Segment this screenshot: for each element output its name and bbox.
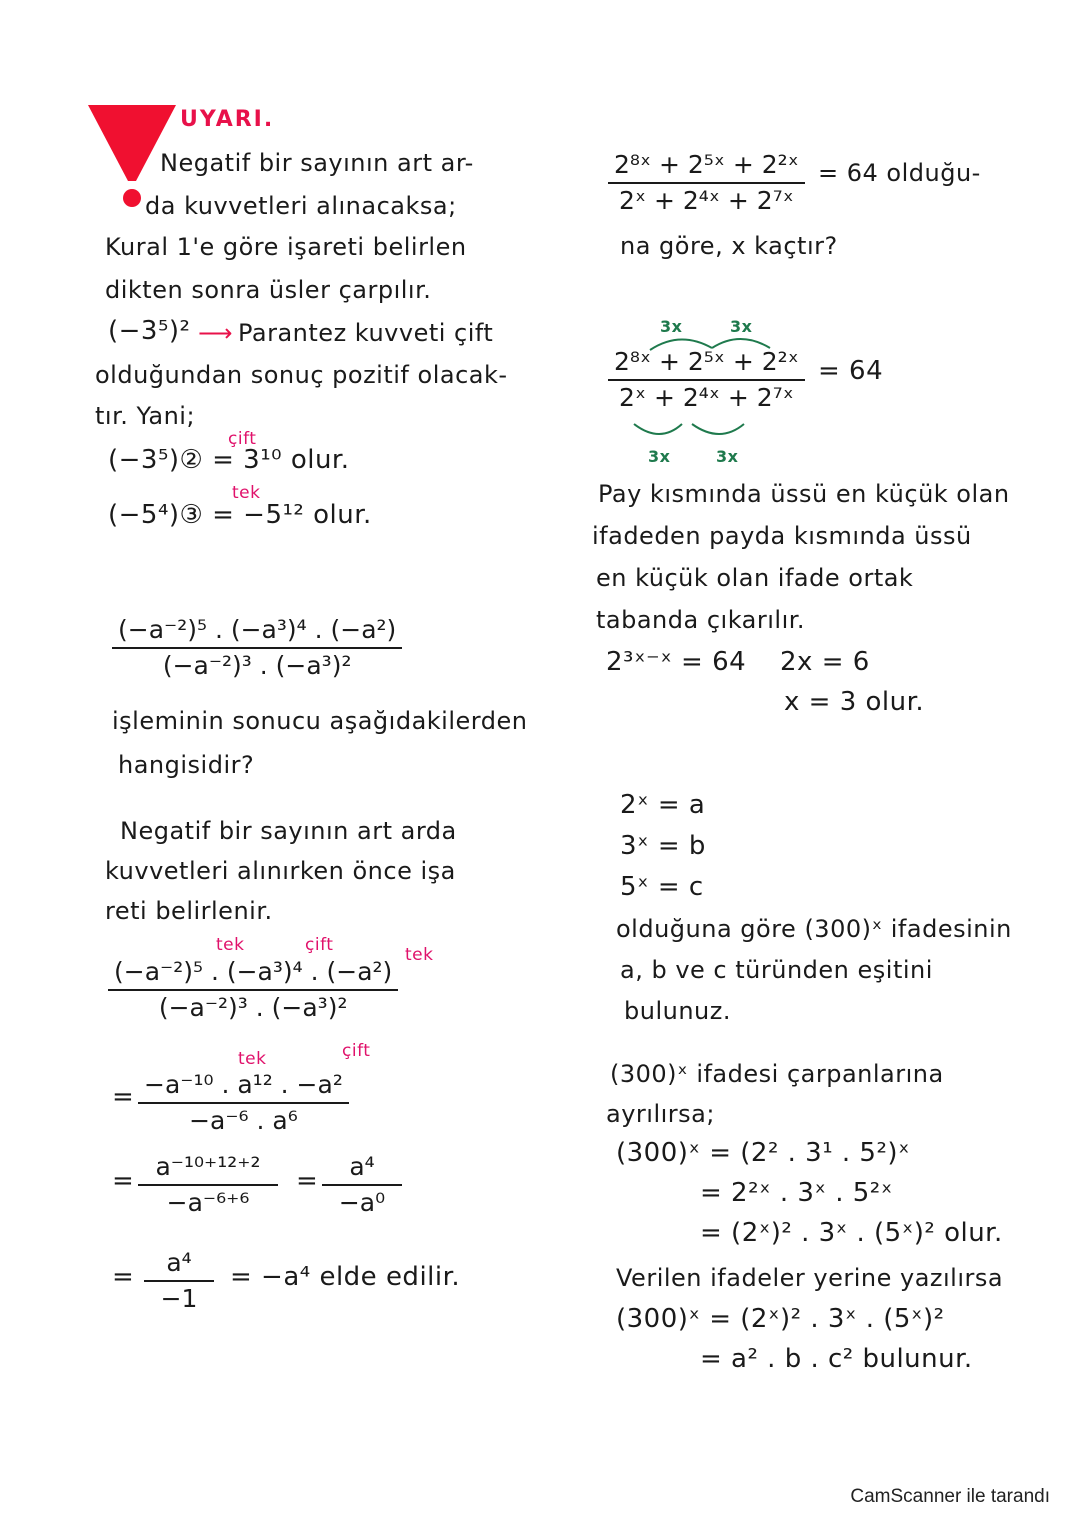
- tag-cift-b: çift: [342, 1041, 371, 1061]
- step2b-fraction: [322, 1150, 402, 1220]
- step2b-numerator: a⁴: [349, 1152, 375, 1181]
- problem2-explanation-4: tabanda çıkarılır.: [596, 606, 806, 634]
- example-2: (−5⁴)③ = −5¹² olur.: [108, 500, 372, 530]
- problem1-explanation-2: kuvvetleri alınırken önce işa: [105, 857, 456, 885]
- problem3-substitution-note: Verilen ifadeler yerine yazılırsa: [616, 1264, 1004, 1292]
- problem1-fraction: [112, 613, 402, 683]
- example-continuation: olduğundan sonuç pozitif olacak-: [95, 361, 508, 389]
- problem3-step-3: = (2ˣ)² . 3ˣ . (5ˣ)² olur.: [700, 1218, 1003, 1248]
- problem2-solve-1: 2³ˣ⁻ˣ = 64: [606, 647, 747, 677]
- problem1-annotated-fraction: [108, 955, 398, 1025]
- problem2-eq-right: = 64: [818, 356, 884, 386]
- equals-sign: =: [112, 1082, 135, 1112]
- warning-line-1: Negatif bir sayının art ar-: [160, 149, 474, 177]
- tag-tek-1: tek: [232, 483, 261, 503]
- problem3-explanation-1: (300)ˣ ifadesi çarpanlarına: [610, 1060, 944, 1088]
- step1-denominator: −a⁻⁶ . a⁶: [189, 1106, 298, 1135]
- problem2-numerator: 2⁸ˣ + 2⁵ˣ + 2²ˣ: [614, 150, 799, 179]
- problem1-question-2: hangisidir?: [118, 751, 255, 779]
- annotated-denominator: (−a⁻²)³ . (−a³)²: [158, 993, 348, 1022]
- problem2-solve-2: 2x = 6: [780, 647, 870, 677]
- problem3-explanation-2: ayrılırsa;: [606, 1100, 715, 1128]
- problem1-explanation-1: Negatif bir sayının art arda: [120, 817, 457, 845]
- step3-result: = −a⁴ elde edilir.: [230, 1262, 461, 1292]
- annotated-numerator: 2⁸ˣ + 2⁵ˣ + 2²ˣ: [614, 347, 799, 376]
- equals-sign: =: [112, 1166, 135, 1196]
- step3-denominator: −1: [160, 1284, 198, 1313]
- problem2-annotated-fraction: [608, 345, 805, 415]
- tag-cift-a: çift: [305, 935, 334, 955]
- problem1-numerator: (−a⁻²)⁵ . (−a³)⁴ . (−a²): [118, 615, 397, 644]
- step3-fraction: [144, 1246, 214, 1316]
- step2-denominator: −a⁻⁶⁺⁶: [166, 1188, 250, 1217]
- warning-title: UYARI.: [180, 107, 275, 132]
- arrow-label-top-1: 3x: [660, 317, 683, 336]
- problem2-fraction: [608, 148, 805, 218]
- problem1-question-1: işleminin sonucu aşağıdakilerden: [112, 707, 528, 735]
- warning-line-4: dikten sonra üsler çarpılır.: [105, 276, 432, 304]
- problem2-equals: = 64 olduğu-: [818, 159, 981, 187]
- step2-numerator: a⁻¹⁰⁺¹²⁺²: [155, 1152, 261, 1181]
- example-expression: (−3⁵)²: [108, 316, 191, 346]
- given-2: 3ˣ = b: [620, 831, 706, 861]
- arrow-label-top-2: 3x: [730, 317, 753, 336]
- problem1-denominator: (−a⁻²)³ . (−a³)²: [162, 651, 352, 680]
- tag-cift-1: çift: [228, 429, 257, 449]
- step3-numerator: a⁴: [166, 1248, 192, 1277]
- scanner-watermark: CamScanner ile tarandı: [850, 1486, 1050, 1507]
- problem3-step-1: (300)ˣ = (2² . 3¹ . 5²)ˣ: [616, 1138, 911, 1168]
- example-note: Parantez kuvveti çift: [238, 319, 494, 347]
- problem3-question-1: olduğuna göre (300)ˣ ifadesinin: [616, 915, 1012, 943]
- step1-numerator: −a⁻¹⁰ . a¹² . −a²: [144, 1070, 343, 1099]
- problem2-explanation-3: en küçük olan ifade ortak: [596, 564, 914, 592]
- tag-tek-c: tek: [238, 1049, 267, 1069]
- annotated-denominator: 2ˣ + 2⁴ˣ + 2⁷ˣ: [619, 383, 794, 412]
- tag-tek-b: tek: [405, 945, 434, 965]
- given-3: 5ˣ = c: [620, 872, 704, 902]
- given-1: 2ˣ = a: [620, 790, 706, 820]
- arrow-label-bottom-2: 3x: [716, 447, 739, 466]
- annotated-numerator: (−a⁻²)⁵ . (−a³)⁴ . (−a²): [114, 957, 393, 986]
- problem3-question-3: bulunuz.: [624, 997, 731, 1025]
- warning-line-3: Kural 1'e göre işareti belirlen: [105, 233, 467, 261]
- equals-sign: =: [296, 1166, 319, 1196]
- step1-fraction: [138, 1068, 349, 1138]
- problem2-solve-3: x = 3 olur.: [784, 687, 925, 717]
- arrow-label-bottom-1: 3x: [648, 447, 671, 466]
- problem3-final-1: (300)ˣ = (2ˣ)² . 3ˣ . (5ˣ)²: [616, 1304, 945, 1334]
- tag-tek-a: tek: [216, 935, 245, 955]
- warning-line-2: da kuvvetleri alınacaksa;: [145, 192, 457, 220]
- problem2-denominator: 2ˣ + 2⁴ˣ + 2⁷ˣ: [619, 186, 794, 215]
- example-1: (−3⁵)② = 3¹⁰ olur.: [108, 445, 350, 475]
- problem3-final-2: = a² . b . c² bulunur.: [700, 1344, 973, 1374]
- equals-sign: =: [112, 1262, 135, 1292]
- problem3-step-2: = 2²ˣ . 3ˣ . 5²ˣ: [700, 1178, 893, 1208]
- problem2-explanation-1: Pay kısmında üssü en küçük olan: [598, 480, 1010, 508]
- problem2-explanation-2: ifadeden payda kısmında üssü: [592, 522, 972, 550]
- problem3-question-2: a, b ve c türünden eşitini: [620, 956, 933, 984]
- step2b-denominator: −a⁰: [338, 1188, 386, 1217]
- problem2-question: na göre, x kaçtır?: [620, 232, 838, 260]
- arrow-icon: ⟶: [198, 319, 233, 347]
- example-end: tır. Yani;: [95, 402, 196, 430]
- problem1-explanation-3: reti belirlenir.: [105, 897, 273, 925]
- step2-fraction: [138, 1150, 278, 1220]
